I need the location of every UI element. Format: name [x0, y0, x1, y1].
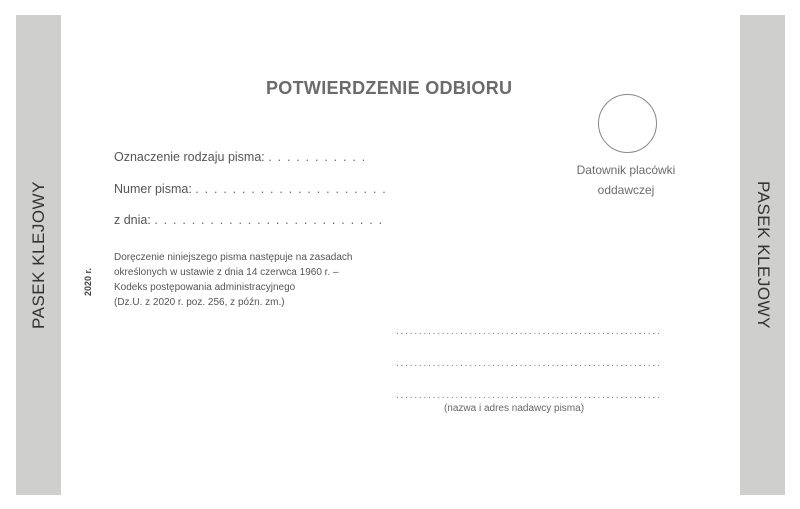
right-strip-label: PASEK KLEJOWY: [753, 181, 773, 329]
field-letter-number: [114, 182, 387, 196]
field-label: Oznaczenie rodzaju pisma:: [114, 150, 265, 164]
field-date: [114, 213, 383, 227]
field-letter-type: [114, 150, 366, 164]
notice-line: Doręczenie niniejszego pisma następuje na zasadach: [114, 252, 353, 263]
legal-notice: [114, 250, 404, 310]
postmark-caption-line1: Datownik placówki: [576, 163, 676, 177]
postmark-caption: [556, 160, 696, 200]
year-mark: 2020 r.: [83, 267, 93, 297]
notice-line: (Dz.U. z 2020 r. poz. 256, z późn. zm.): [114, 297, 285, 308]
field-label: Numer pisma:: [114, 182, 192, 196]
sender-line-2: ..........................................................: [396, 358, 662, 369]
field-label: z dnia:: [114, 213, 151, 227]
notice-line: Kodeks postępowania administracyjnego: [114, 282, 296, 293]
fill-in-dots: . . . . . . . . . . . . . . . . . . . . .: [195, 182, 387, 196]
sender-caption: (nazwa i adres nadawcy pisma): [443, 403, 585, 414]
notice-line: określonych w ustawie z dnia 14 czerwca 1960 r. –: [114, 267, 339, 278]
left-strip-label: PASEK KLEJOWY: [28, 181, 48, 329]
sender-line-3: ..........................................................: [396, 390, 662, 401]
right-adhesive-strip: [740, 15, 785, 495]
postmark-circle: [598, 94, 657, 153]
form-title: POTWIERDZENIE ODBIORU: [266, 78, 513, 98]
sender-line-1: ..........................................................: [396, 326, 662, 337]
left-adhesive-strip: [16, 15, 61, 495]
postmark-caption-line2: oddawczej: [597, 183, 655, 197]
fill-in-dots: . . . . . . . . . . . . . . . . . . . . . . . . .: [154, 213, 384, 227]
fill-in-dots: . . . . . . . . . . .: [268, 150, 367, 164]
